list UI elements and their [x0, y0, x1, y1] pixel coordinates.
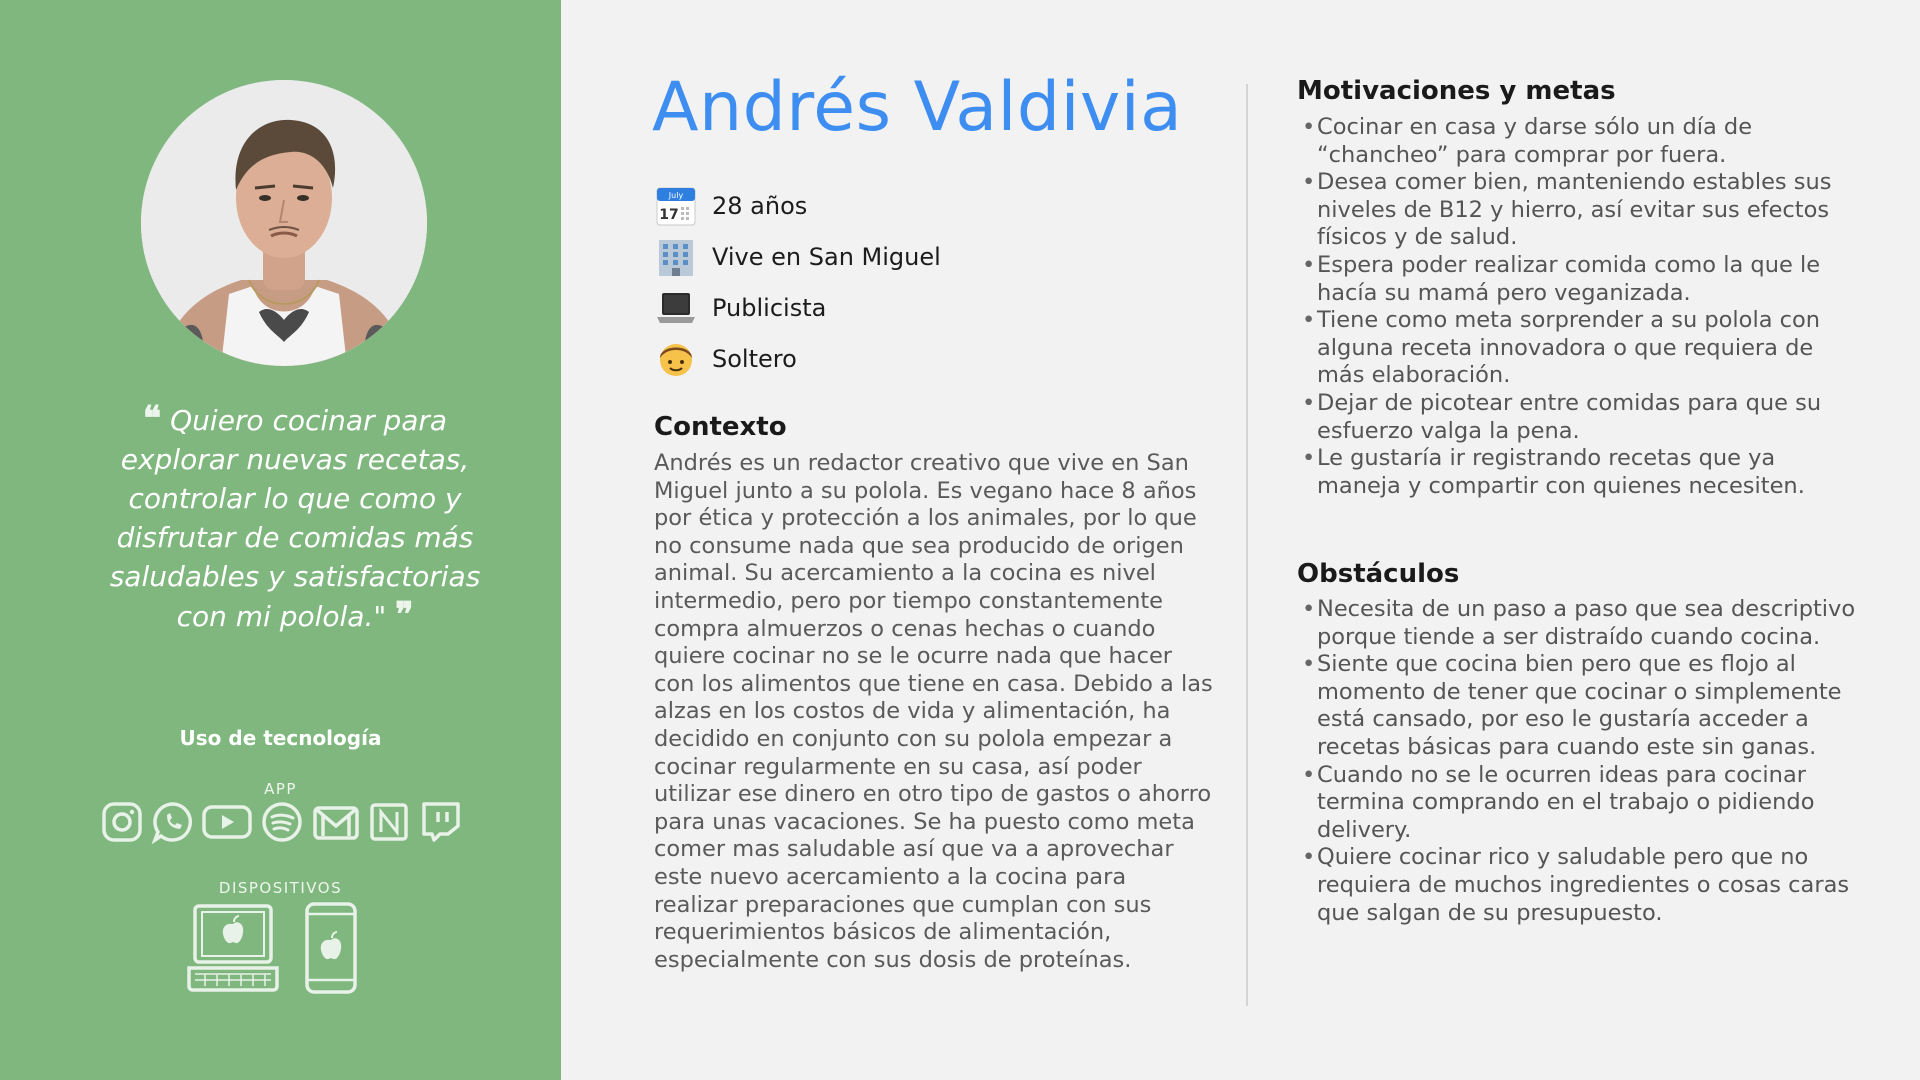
persona-quote — [100, 400, 490, 636]
list-item: • Tiene como meta sorprender a su polola con alguna receta innovadora o que requiera de más elaboración. — [1297, 307, 1857, 390]
twitch-icon — [418, 800, 462, 844]
laptop-icon — [654, 286, 698, 330]
list-item: • Le gustaría ir registrando recetas que ya maneja y compartir con quienes necesiten. — [1297, 445, 1857, 500]
phone-apple-icon — [303, 902, 359, 994]
man-icon — [654, 337, 698, 381]
quote-text: Quiero cocinar para explorar nuevas recetas, controlar lo que como y disfrutar de comidas más saludables y satisfactorias con mi polola." — [109, 404, 481, 633]
laptop-apple-icon — [185, 902, 281, 994]
devices-label: DISPOSITIVOS — [218, 879, 343, 897]
calendar-day: 17 — [659, 206, 679, 223]
list-item: • Quiere cocinar rico y saludable pero que no requiera de muchos ingredientes o cosas caras que salgan de su presupuesto. — [1297, 844, 1857, 927]
spotify-icon — [260, 800, 304, 844]
instagram-icon — [100, 800, 144, 844]
calendar-icon — [654, 184, 698, 228]
fact-location-text: Vive en San Miguel — [712, 242, 941, 271]
list-item: • Cuando no se le ocurren ideas para cocinar termina comprando en el trabajo o pidiendo delivery. — [1297, 762, 1857, 845]
fact-age — [654, 180, 941, 231]
motivations-list — [1297, 114, 1857, 500]
quote-close-mark: ❞ — [395, 595, 414, 635]
device-icons — [185, 902, 359, 994]
fact-occupation — [654, 282, 941, 333]
obstacles-title: Obstáculos — [1297, 559, 1460, 589]
list-item: • Cocinar en casa y darse sólo un día de “chancheo” para comprar por fuera. — [1297, 114, 1857, 169]
list-item: • Espera poder realizar comida como la que le hacía su mamá pero veganizada. — [1297, 252, 1857, 307]
fact-occupation-text: Publicista — [712, 293, 827, 322]
context-title: Contexto — [654, 412, 787, 442]
whatsapp-icon — [151, 800, 195, 844]
persona-facts — [654, 180, 941, 384]
calendar-month: July — [668, 190, 684, 200]
apps-label: APP — [264, 780, 297, 798]
fact-relationship-text: Soltero — [712, 344, 797, 373]
list-item: • Desea comer bien, manteniendo estables sus niveles de B12 y hierro, así evitar sus efectos físicos y de salud. — [1297, 169, 1857, 252]
quote-open-mark: ❝ — [142, 399, 162, 439]
persona-name: Andrés Valdivia — [652, 68, 1183, 147]
list-item: • Dejar de picotear entre comidas para que su esfuerzo valga la pena. — [1297, 390, 1857, 445]
gmail-icon — [311, 800, 361, 844]
list-item: • Siente que cocina bien pero que es flojo al momento de tener que cocinar o simplemente está cansado, por eso le gustaría acceder a recetas básicas para cuando este sin ganas. — [1297, 651, 1857, 761]
app-icons — [100, 800, 462, 844]
column-divider — [1246, 84, 1248, 1006]
list-item: • Necesita de un paso a paso que sea descriptivo porque tiende a ser distraído cuando cocina. — [1297, 596, 1857, 651]
persona-sidebar — [0, 0, 561, 1080]
motivations-title: Motivaciones y metas — [1297, 76, 1616, 106]
persona-photo — [141, 80, 427, 366]
fact-location — [654, 231, 941, 282]
youtube-icon — [201, 800, 253, 844]
building-icon — [654, 235, 698, 279]
obstacles-list — [1297, 596, 1857, 927]
fact-age-text: 28 años — [712, 191, 808, 220]
fact-relationship — [654, 333, 941, 384]
avatar — [141, 80, 427, 366]
context-body: Andrés es un redactor creativo que vive en San Miguel junto a su polola. Es vegano hace 8 años por ética y protección a los animales, por lo que no consume nada que sea producido de origen animal. Su acercamiento a la cocina es nivel intermedio, pero por tiempo constantemente compra almuerzos o cenas hechas o cuando quiere cocinar no se le ocurre nada que hacer con los alimentos que tiene en casa. Debido a las alzas en los costos de vida y alimentación, ha decidido en conjunto con su polola empezar a cocinar regularmente en su casa, así poder utilizar ese dinero en otro tipo de gastos o ahorro para unas vacaciones. Se ha puesto como meta comer mas saludable así que va a aprovechar este nuevo acercamiento a la cocina para realizar preparaciones que cumplan con sus requerimientos básicos de alimentación, especialmente con sus dosis de proteínas. — [654, 450, 1213, 973]
technology-title: Uso de tecnología — [179, 726, 382, 750]
notion-icon — [367, 800, 411, 844]
